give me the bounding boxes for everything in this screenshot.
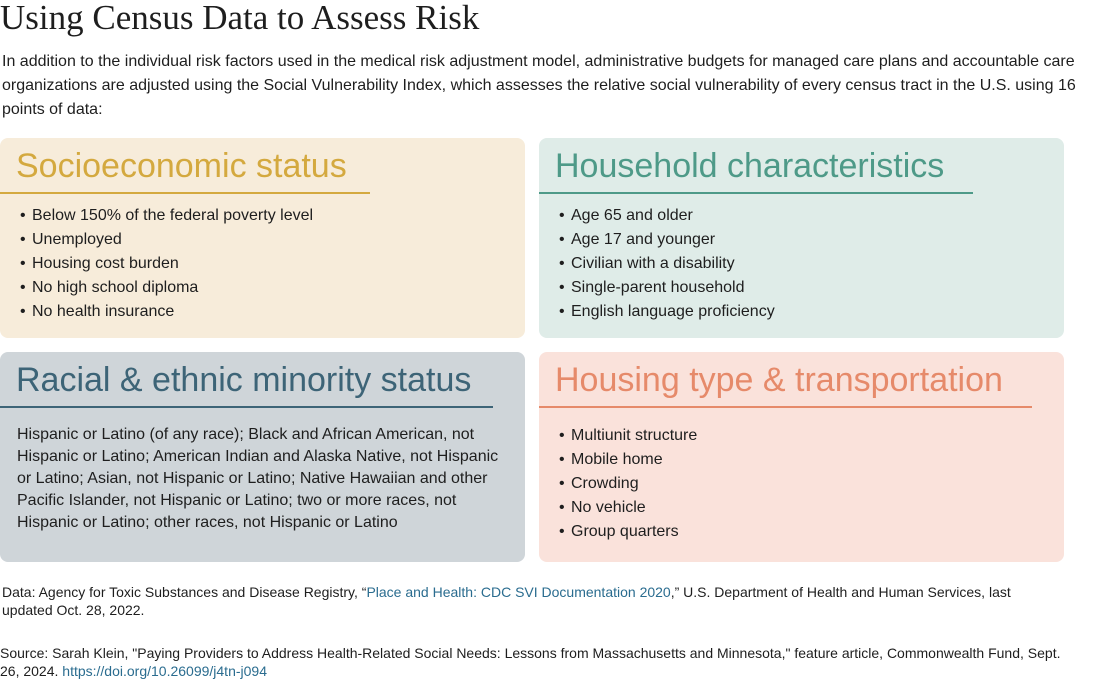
list-item: • Multiunit structure [559, 424, 697, 448]
list-item: • Below 150% of the federal poverty level [20, 204, 313, 228]
bullet-icon: • [559, 255, 565, 272]
housing-list [559, 424, 697, 544]
bullet-icon: • [559, 523, 565, 540]
list-item: • Single-parent household [559, 276, 775, 300]
list-item: • Housing cost burden [20, 252, 313, 276]
card-housing-type-transportation [539, 352, 1064, 562]
bullet-icon: • [20, 231, 26, 248]
household-list [559, 204, 775, 324]
list-item: • Civilian with a disability [559, 252, 775, 276]
socioeconomic-list [20, 204, 313, 324]
list-item: • Group quarters [559, 520, 697, 544]
bullet-icon: • [559, 231, 565, 248]
card-heading-household: Household characteristics [539, 146, 973, 194]
card-heading-housing: Housing type & transportation [539, 360, 1032, 408]
doi-link[interactable]: https://doi.org/10.26099/j4tn-j094 [62, 663, 267, 679]
intro-paragraph: In addition to the individual risk factors used in the medical risk adjustment model, administrative budgets for managed care plans and accountable care organizations are adjusted using the Social Vulnerability Index, which assesses the relative social vulnerability of every census tract in the U.S. using 16 points of data: [2, 53, 1076, 118]
list-item: • No vehicle [559, 496, 697, 520]
list-item: • No high school diploma [20, 276, 313, 300]
list-item: • Crowding [559, 472, 697, 496]
list-item: • Mobile home [559, 448, 697, 472]
card-heading-racial: Racial & ethnic minority status [0, 360, 493, 408]
list-item: • No health insurance [20, 300, 313, 324]
racial-description: Hispanic or Latino (of any race); Black and African American, not Hispanic or Latino; American Indian and Alaska Native, not Hispanic or Latino; Asian, not Hispanic or Latino; Native Hawaiian and other Pacific Islander, not Hispanic or Latino; two or more races, not Hispanic or Latino; other races, not Hispanic or Latino [17, 426, 499, 531]
list-item: • Unemployed [20, 228, 313, 252]
card-socioeconomic-status [0, 138, 525, 338]
bullet-icon: • [559, 207, 565, 224]
svi-documentation-link[interactable]: Place and Health: CDC SVI Documentation 2020 [366, 584, 671, 600]
bullet-icon: • [20, 303, 26, 320]
page-title: Using Census Data to Assess Risk [0, 0, 480, 37]
bullet-icon: • [559, 475, 565, 492]
card-household-characteristics [539, 138, 1064, 338]
bullet-icon: • [559, 303, 565, 320]
card-racial-ethnic-minority-status [0, 352, 525, 562]
bullet-icon: • [559, 279, 565, 296]
source-note: Source: Sarah Klein, "Paying Providers to Address Health-Related Social Needs: Lessons from Massachusetts and Minnesota," feature article, Commonwealth Fund, Sept. 26, 2024. https://doi.org/10.26099/j4tn-j094 [0, 645, 1061, 679]
data-note: Data: Agency for Toxic Substances and Disease Registry, “Place and Health: CDC SVI Documentation 2020,” U.S. Department of Health and Human Services, last updated Oct. 28, 2022. [2, 584, 1011, 618]
list-item: • Age 17 and younger [559, 228, 775, 252]
list-item: • Age 65 and older [559, 204, 775, 228]
bullet-icon: • [559, 427, 565, 444]
list-item: • English language proficiency [559, 300, 775, 324]
bullet-icon: • [20, 207, 26, 224]
card-heading-socioeconomic: Socioeconomic status [0, 146, 370, 194]
bullet-icon: • [559, 499, 565, 516]
bullet-icon: • [20, 279, 26, 296]
bullet-icon: • [559, 451, 565, 468]
bullet-icon: • [20, 255, 26, 272]
